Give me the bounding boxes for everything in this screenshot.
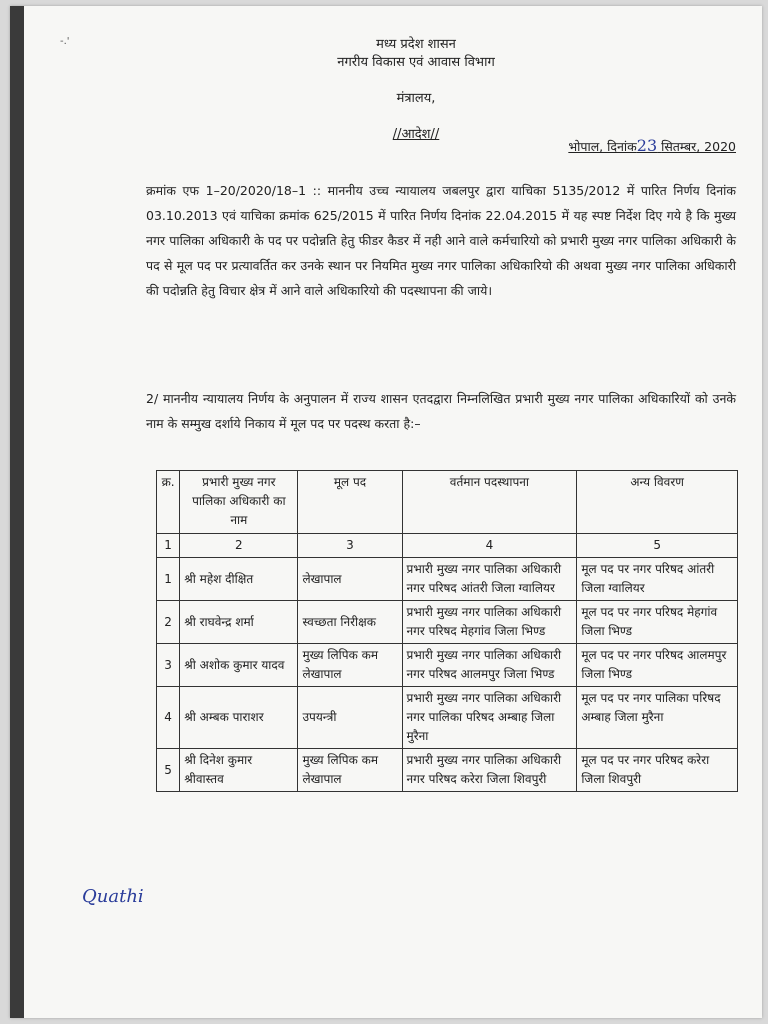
original-post: मुख्य लिपिक कम लेखापाल (298, 644, 402, 687)
table-row (157, 601, 738, 644)
handwritten-signature: Quathi (82, 886, 144, 907)
col-number: 5 (577, 534, 738, 558)
date-line (568, 136, 736, 155)
header-ministry: मंत्रालय, (396, 91, 436, 106)
officers-table (156, 470, 738, 792)
officer-name: श्री अशोक कुमार यादव (180, 644, 298, 687)
document-page (10, 6, 762, 1018)
original-post: स्वच्छता निरीक्षक (298, 601, 402, 644)
original-post: लेखापाल (298, 558, 402, 601)
header-other-details: अन्य विवरण (577, 471, 738, 534)
stray-mark: -.' (60, 36, 70, 47)
header-original-post: मूल पद (298, 471, 402, 534)
current-posting: प्रभारी मुख्य नगर पालिका अधिकारी नगर परिषद आलमपुर जिला भिण्ड (402, 644, 577, 687)
table-row (157, 558, 738, 601)
original-post: मुख्य लिपिक कम लेखापाल (298, 749, 402, 792)
header-serial: क्र. (157, 471, 180, 534)
original-post: उपयन्त्री (298, 687, 402, 749)
current-posting: प्रभारी मुख्य नगर पालिका अधिकारी नगर परिषद मेहगांव जिला भिण्ड (402, 601, 577, 644)
header-government: मध्य प्रदेश शासन (376, 37, 456, 52)
header-officer-name: प्रभारी मुख्य नगर पालिका अधिकारी का नाम (180, 471, 298, 534)
other-details: मूल पद पर नगर परिषद करेरा जिला शिवपुरी (577, 749, 738, 792)
officer-name: श्री दिनेश कुमार श्रीवास्तव (180, 749, 298, 792)
other-details: मूल पद पर नगर पालिका परिषद अम्बाह जिला मुरैना (577, 687, 738, 749)
date-suffix: सितम्बर, 2020 (661, 139, 736, 154)
row-serial: 1 (157, 558, 180, 601)
col-number: 3 (298, 534, 402, 558)
row-serial: 2 (157, 601, 180, 644)
table-row (157, 644, 738, 687)
current-posting: प्रभारी मुख्य नगर पालिका अधिकारी नगर परिषद करेरा जिला शिवपुरी (402, 749, 577, 792)
other-details: मूल पद पर नगर परिषद मेहगांव जिला भिण्ड (577, 601, 738, 644)
other-details: मूल पद पर नगर परिषद आंतरी जिला ग्वालियर (577, 558, 738, 601)
date-prefix: भोपाल, दिनांक (568, 139, 637, 154)
current-posting: प्रभारी मुख्य नगर पालिका अधिकारी नगर परिषद आंतरी जिला ग्वालियर (402, 558, 577, 601)
officer-name: श्री राघवेन्द्र शर्मा (180, 601, 298, 644)
officer-name: श्री अम्बक पाराशर (180, 687, 298, 749)
paragraph-2: 2/ माननीय न्यायालय निर्णय के अनुपालन में राज्य शासन एतदद्वारा निम्नलिखित प्रभारी मुख्य नगर पालिका अधिकारियों को उनके नाम के सम्मुख दर्शाये निकाय में मूल पद पर पदस्थ करता है:– (146, 391, 736, 431)
officer-name: श्री महेश दीक्षित (180, 558, 298, 601)
table-header-row (157, 471, 738, 534)
other-details: मूल पद पर नगर परिषद आलमपुर जिला भिण्ड (577, 644, 738, 687)
col-number: 1 (157, 534, 180, 558)
row-serial: 3 (157, 644, 180, 687)
col-number: 4 (402, 534, 577, 558)
table-row (157, 749, 738, 792)
paragraph-1: क्रमांक एफ 1–20/2020/18–1 :: माननीय उच्च न्यायालय जबलपुर द्वारा याचिका 5135/2012 में पारित निर्णय दिनांक 03.10.2013 एवं याचिका क्रमांक 625/2015 में पारित निर्णय दिनांक 22.04.2015 में यह स्पष्ट निर्देश दिए गये है कि मुख्य नगर पालिका अधिकारी के पद पर पदोन्नति हेतु फीडर कैडर में नही आने वाले कर्मचारियो को प्रभारी मुख्य नगर पालिका अधिकारी के पद से मूल पद पर प्रत्यावर्तित कर उनके स्थान पर नियमित मुख्य नगर पालिका अधिकारियो की अथवा मुख्य नगर पालिका अधिकारी की पदोन्नति हेतु विचार क्षेत्र में आने वाले अधिकारियो की पदस्थापना की जाये। (146, 183, 736, 298)
current-posting: प्रभारी मुख्य नगर पालिका अधिकारी नगर पालिका परिषद अम्बाह जिला मुरैना (402, 687, 577, 749)
column-number-row (157, 534, 738, 558)
col-number: 2 (180, 534, 298, 558)
header-department: नगरीय विकास एवं आवास विभाग (337, 55, 495, 70)
scan-edge (10, 6, 24, 1018)
row-serial: 4 (157, 687, 180, 749)
header-current-posting: वर्तमान पदस्थापना (402, 471, 577, 534)
table-row (157, 687, 738, 749)
row-serial: 5 (157, 749, 180, 792)
date-day-handwritten: 23 (636, 136, 658, 155)
order-title: //आदेश// (392, 127, 440, 142)
